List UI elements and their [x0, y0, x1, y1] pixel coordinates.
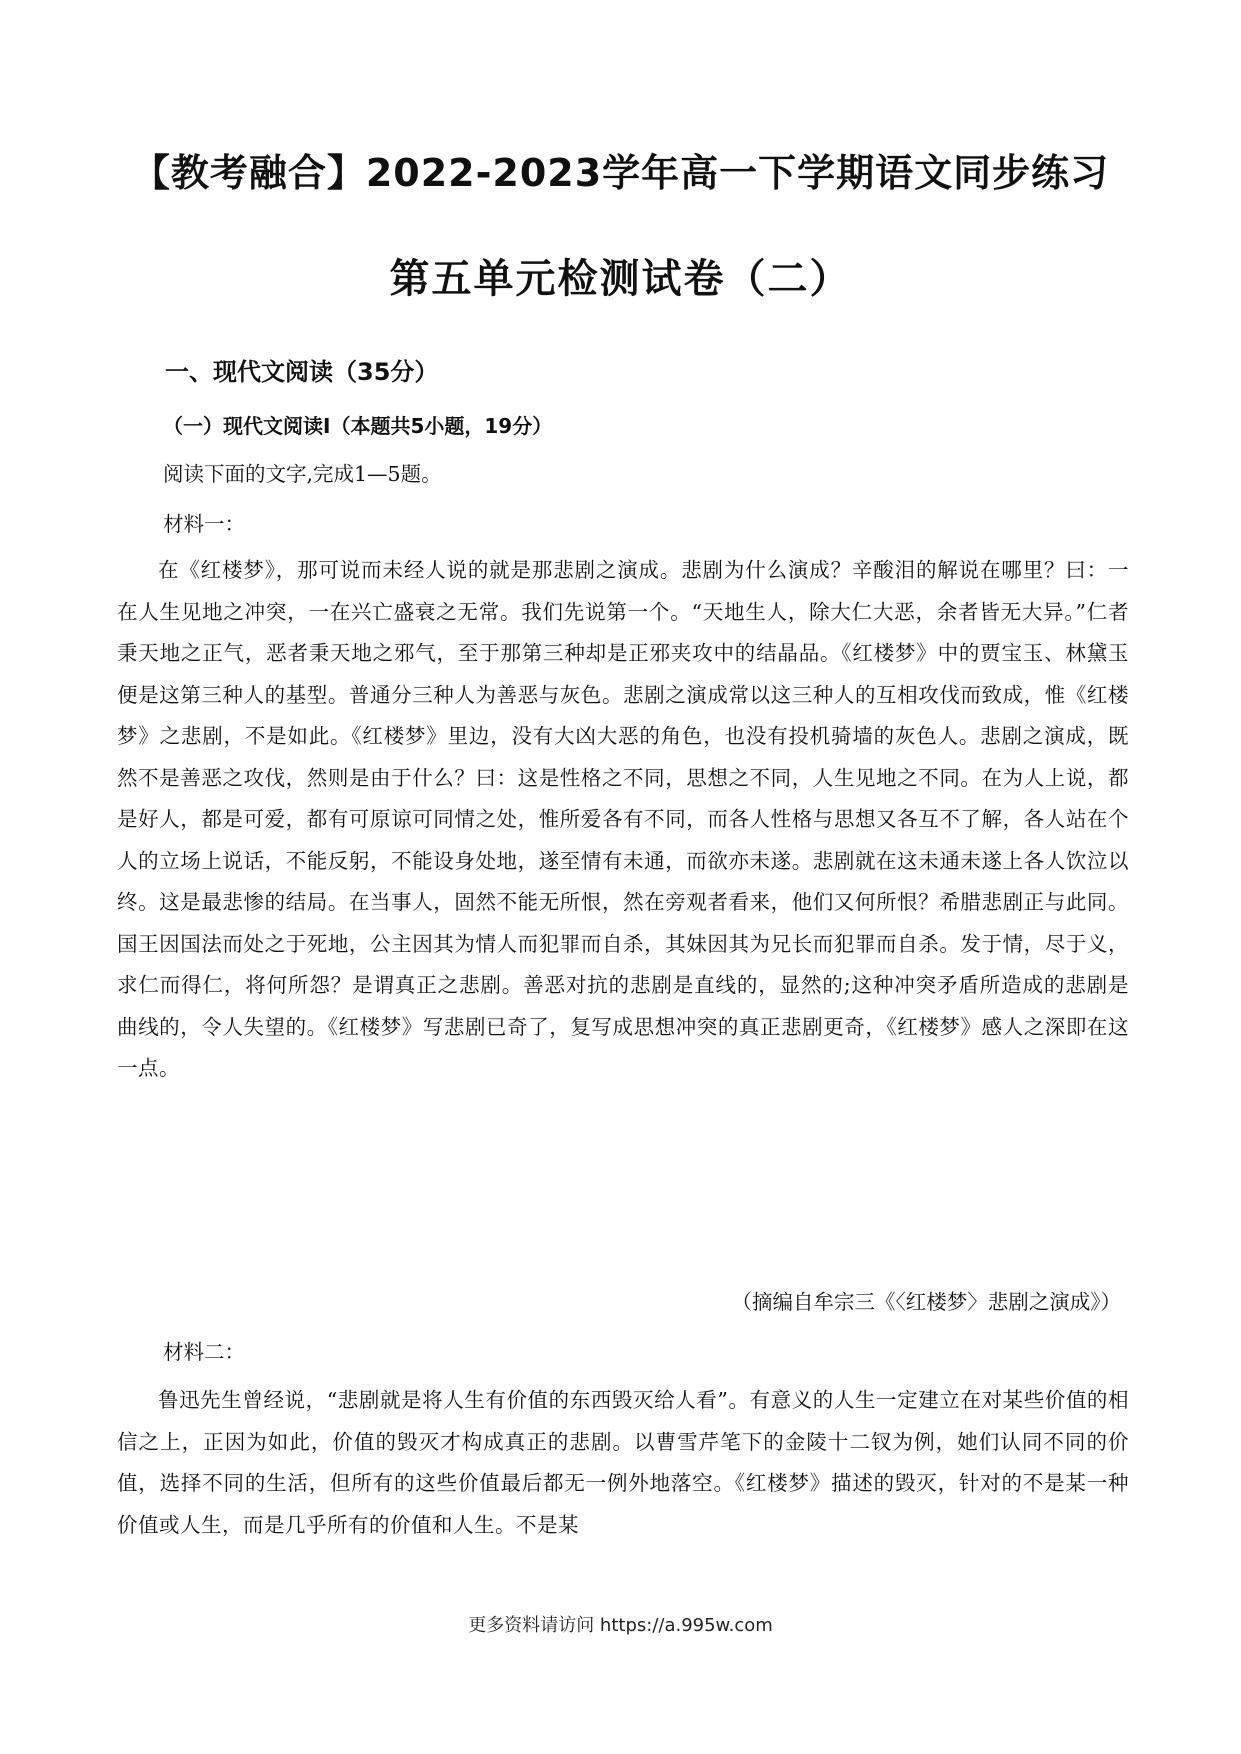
footer-link-text: 更多资料请访问 https://a.995w.com [468, 1615, 773, 1636]
material-one-paragraph: 在《红楼梦》，那可说而未经人说的就是那悲剧之演成。悲剧为什么演成？辛酸泪的解说在哪里？曰：一在人生见地之冲突，一在兴亡盛衰之无常。我们先说第一个。“天地生人，除大仁大恶，余者皆无大异。”仁者秉天地之正气，恶者秉天地之邪气，至于那第三种却是正邪夹攻中的结晶品。《红楼梦》中的贾宝玉、林黛玉便是这第三种人的基型。普通分三种人为善恶与灰色。悲剧之演成常以这三种人的互相攻伐而致成，惟《红楼梦》之悲剧，不是如此。《红楼梦》里边，没有大凶大恶的角色，也没有投机骑墙的灰色人。悲剧之演成，既然不是善恶之攻伐，然则是由于什么？曰：这是性格之不同，思想之不同，人生见地之不同。在为人上说，都是好人，都是可爱，都有可原谅可同情之处，惟所爱各有不同，而各人性格与思想又各互不了解，各人站在个人的立场上说话，不能反躬，不能设身处地，遂至情有未通，而欲亦未遂。悲剧就在这未通未遂上各人饮泣以终。这是最悲惨的结局。在当事人，固然不能无所恨，然在旁观者看来，他们又何所恨？希腊悲剧正与此同。国王因国法而处之于死地，公主因其为情人而犯罪而自杀，其妹因其为兄长而犯罪而自杀。发于情，尽于义，求仁而得仁，将何所怨？是谓真正之悲剧。善恶对抗的悲剧是直线的，显然的;这种冲突矛盾所造成的悲剧是曲线的，令人失望的。《红楼梦》写悲剧已奇了，复写成思想冲突的真正悲剧更奇，《红楼梦》感人之深即在这一点。 [117, 558, 1129, 1080]
material-two-paragraph: 鲁迅先生曾经说，“悲剧就是将人生有价值的东西毁灭给人看”。有意义的人生一定建立在对某些价值的相信之上，正因为如此，价值的毁灭才构成真正的悲剧。以曹雪芹笔下的金陵十二钗为例，她们认同不同的价值，选择不同的生活，但所有的这些价值最后都无一例外地落空。《红楼梦》描述的毁灭，针对的不是某一种价值或人生，而是几乎所有的价值和人生。不是某 [117, 1388, 1129, 1537]
document-title: 【教考融合】2022-2023学年高一下学期语文同步练习 [131, 151, 1110, 195]
material-one-source: （摘编自牟宗三《〈红楼梦〉悲剧之演成》） [731, 1290, 1121, 1314]
material-two-label: 材料二： [163, 1340, 245, 1364]
material-one-label: 材料一： [163, 512, 245, 536]
subsection-heading: （一）现代文阅读Ⅰ（本题共5小题，19分） [163, 414, 553, 438]
document-subtitle: 第五单元检测试卷（二） [389, 255, 852, 302]
reading-instruction: 阅读下面的文字,完成1—5题。 [163, 462, 442, 486]
section-heading: 一、现代文阅读（35分） [165, 358, 439, 386]
